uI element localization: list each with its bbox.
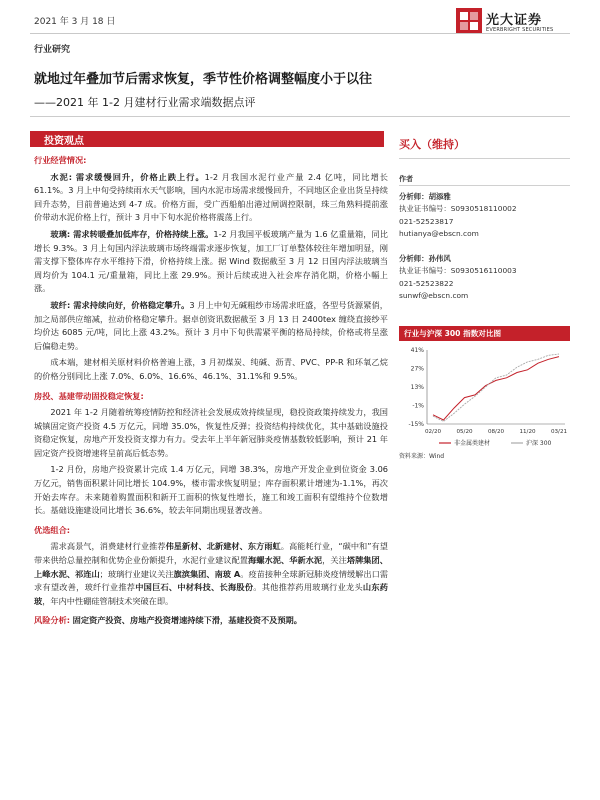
x-tick-label: 08/20 <box>487 429 505 435</box>
title-divider <box>30 116 570 117</box>
report-title: 就地过年叠加节后需求恢复，季节性价格调整幅度小于以往 <box>34 72 373 87</box>
lead-cement: 水泥: 需求缓慢回升，价格止跌上行。 <box>50 171 205 182</box>
heading-industry-operations: 行业经营情况: <box>34 155 87 165</box>
picks-text-5: 。疫苗接种全球新冠肺炎疫情缓解出口需求有望改善，玻纤行业推荐 <box>34 568 388 593</box>
risk-text: 固定资产投资、房地产投资增速持续下滑，基建投资不及预期。 <box>72 615 302 626</box>
paragraph-cement <box>34 171 388 225</box>
paragraph-cost: 成本端，建材相关原材料价格普遍上涨，3 月初煤炭、纯碱、沥青、PVC、PP-R 和环氧乙烷的价格分别同比上涨 7.0%、6.0%、16.6%、46.1%、31.1%和 9.5%。 <box>34 357 388 381</box>
paragraph-picks <box>34 540 388 608</box>
x-tick-label: 02/20 <box>424 429 442 435</box>
analyst-2-name: 分析师：孙伟风 <box>399 254 451 263</box>
heading-fixed-investment: 房投、基建带动固投稳定恢复: <box>34 390 144 401</box>
logo-text: 光大证券 <box>486 13 543 28</box>
investment-view-body <box>34 154 388 628</box>
rating-divider <box>399 158 570 159</box>
picks-stocks-consumer: 伟星新材、北新建材、东方雨虹 <box>165 541 281 552</box>
risk-lead: 风险分析: <box>34 615 71 626</box>
heading-preferred-portfolio: 优选组合: <box>34 524 71 535</box>
picks-stocks-cement-watch: 塔牌集团、上峰水泥、祁连山 <box>34 555 388 579</box>
index-comparison-chart <box>399 344 570 456</box>
analyst-1-name: 分析师：胡添雅 <box>399 192 451 201</box>
picks-stocks-cement: 海螺水泥、华新水泥 <box>248 555 323 566</box>
authors-divider <box>399 185 570 186</box>
section-label: 投资观点 <box>44 136 84 147</box>
logo-mark-icon <box>456 8 482 34</box>
paragraph-glass <box>34 228 388 296</box>
paragraph-real-estate: 1-2 月份，房地产投资累计完成 1.4 万亿元，同增 38.3%，房地产开发企业到位资金 3.06 万亿元，销售面积累计同比增长 104.9%，楼市需求恢复明显；库存面积累计增速为-1.1%，再次开始去库存。未来随着购置面积和新开工面积的恢复性增长，施工和竣工面积有望维持个位数增长。基础设施建设同比增长 36.6%，较去年同期出现显著改善。 <box>34 464 388 516</box>
y-tick-label: 41% <box>410 347 424 354</box>
text-glass: 1-2 月我国平板玻璃产量为 1.6 亿重量箱，同比增长 9.3%。3 月上旬国内浮法玻璃市场终端需求逐步恢复，加工厂订单整体较往年增加明显，刚需支撑下整体库存水平维持下滑，价格持续上涨。据 Wind 数据截至 3 月 12 日国内浮法玻璃当周均价为 104.1 元/重量箱，同比上涨 29.9%。预计后续或进入社会库存消化期，价格小幅上涨。 <box>34 228 388 294</box>
series-line-2 <box>433 354 559 421</box>
picks-text-4: ；玻璃行业建议关注 <box>99 568 174 579</box>
chart-title-banner <box>399 326 570 341</box>
report-date: 2021 年 3 月 18 日 <box>34 17 116 27</box>
lead-fiberglass: 玻纤: 需求持续向好，价格稳定攀升。 <box>50 299 190 310</box>
paragraph-risk <box>34 614 388 628</box>
logo-english: EVERBRIGHT SECURITIES <box>486 27 554 33</box>
rating: 买入（维持） <box>399 138 465 151</box>
x-tick-label: 05/20 <box>456 429 473 435</box>
analyst-1 <box>399 191 570 241</box>
analyst-1-phone: 021-52523817 <box>399 216 454 226</box>
text-fiberglass: 3 月上中旬无碱粗纱市场需求旺盛，各型号货源紧俏，加之局部供应缩减，拉动价格稳定攀升。据卓创资讯数据截至 3 月 13 日 2400tex 缠绕直接纱平均价达 6085 元/吨，同比上涨 43.2%。预计 3 月中下旬供需紧平衡的格局持续，价格或将呈涨后偏稳走势。 <box>34 299 388 351</box>
y-tick-label: -15% <box>408 421 424 428</box>
y-tick-label: 27% <box>410 365 424 373</box>
everbright-logo <box>456 8 568 40</box>
analyst-2-phone: 021-52523822 <box>399 278 454 288</box>
analyst-1-email[interactable]: hutianya@ebscn.com <box>399 229 479 239</box>
paragraph-fiberglass <box>34 299 388 353</box>
series-line-1 <box>433 357 559 420</box>
chart-source: 资料来源：Wind <box>399 453 445 460</box>
header-divider <box>30 33 570 34</box>
picks-text-1: 需求高景气，消费建材行业推荐 <box>50 541 166 552</box>
x-tick-label: 11/20 <box>519 429 536 435</box>
analyst-2 <box>399 253 570 303</box>
legend-label-1: 非金属类建材 <box>454 440 491 447</box>
text-cement: 1-2 月我国水泥行业产量 2.4 亿吨，同比增长 61.1%。3 月上中旬受持续雨水天气影响，国内水泥市场需求缓慢回升，不同地区企业出货呈持续回升态势，目前普遍达到 4-7 成。价格方面，受广西船舶出港过闸调控限制，珠三角熟料提前涨价带动水泥价格上行，预计 3 月中下旬水泥价格将震荡上行。 <box>34 171 388 223</box>
picks-text-3: ，关注 <box>322 555 347 566</box>
picks-text-7: ，年内中性硼硅管制技术突破在即。 <box>42 595 174 606</box>
y-tick-label: 13% <box>410 384 424 391</box>
picks-stocks-medical-glass: 山东药玻 <box>34 582 388 606</box>
picks-text-6: 。其他推荐药用玻璃行业龙头 <box>253 582 363 593</box>
report-category: 行业研究 <box>34 45 71 55</box>
report-subtitle: ——2021 年 1-2 月建材行业需求端数据点评 <box>34 96 256 109</box>
y-tick-label: -1% <box>412 402 424 410</box>
chart-title: 行业与沪深 300 指数对比图 <box>404 329 502 338</box>
picks-stocks-fiberglass: 中国巨石、中材科技、长海股份 <box>135 582 254 593</box>
analyst-2-cert: 执业证书编号：S0930516110003 <box>399 266 517 276</box>
lead-glass: 玻璃: 需求转暖叠加低库存，价格持续上涨。 <box>50 228 214 239</box>
picks-text-2: 。高能耗行业，“碳中和”有望带来供给总量控制和优势企业份额提升，水泥行业建议配置 <box>34 541 388 566</box>
analyst-1-cert: 执业证书编号：S0930518110002 <box>399 204 517 214</box>
paragraph-fixed-investment: 2021 年 1-2 月随着统筹疫情防控和经济社会发展成效持续显现，稳投资政策持续发力，我国城镇固定资产投资 4.5 万亿元，同增 35.0%，恢复性反弹；投资结构持续优化，其中基础设施投资稳定恢复，房地产开发投资支撑力有力。受去年上半年新冠肺炎疫情基数较低影响，预计 21 年固定资产投资增速将呈前高后低态势。 <box>34 407 388 458</box>
picks-stocks-glass: 旗滨集团、南玻 A <box>173 568 241 579</box>
x-tick-label: 03/21 <box>550 429 568 435</box>
authors-label: 作者 <box>399 175 413 183</box>
legend-label-2: 沪深 300 <box>526 440 552 447</box>
analyst-2-email[interactable]: sunwf@ebscn.com <box>399 291 469 301</box>
section-banner <box>30 131 384 147</box>
